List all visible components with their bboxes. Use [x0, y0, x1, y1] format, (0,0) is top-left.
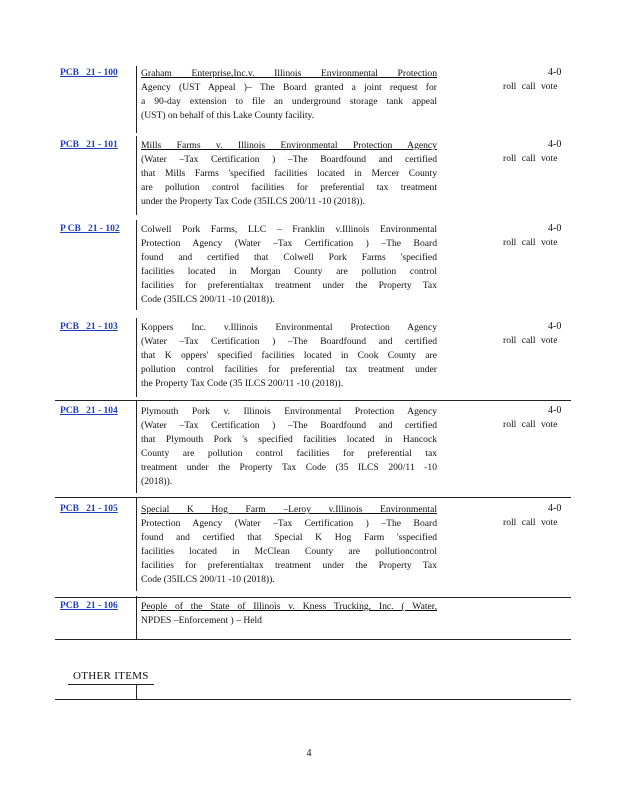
vote-count: 4-0	[548, 321, 562, 332]
vote-label: roll call vote	[503, 517, 558, 528]
case-description: Koppers Inc. v.Illinois Environmental Protection Agency (Water –Tax Certification ) –The Boardfound and certified that K oppers' specified facilities located in Cook County are pollution control facilities for preferential tax treatment under the Property Tax Code (35 ILCS 200/11 -10 (2018)).	[141, 322, 437, 389]
vote-label: roll call vote	[503, 81, 558, 92]
case-description: Special K Hog Farm –Leroy v.Illinois Environmental Protection Agency (Water –Tax Certification ) –The Board found and certified that Special K Hog Farm 'sspecified facilities located in McClean County are pollutioncontrol facilities for preferentialtax treatment under the Property Tax Code (35ILCS 200/11 -10 (2018)).	[141, 504, 437, 585]
vote-count: 4-0	[548, 405, 562, 416]
vote-label: roll call vote	[503, 153, 558, 164]
case-link-pcb-21-102[interactable]: P CB 21 - 102	[60, 224, 120, 234]
vote-count: 4-0	[548, 139, 562, 150]
case-description: People of the State of Illinois v. Kness Trucking, Inc. ( Water, NPDES –Enforcement ) – Held	[141, 601, 437, 626]
case-link-pcb-21-106[interactable]: PCB 21 - 106	[60, 601, 118, 611]
vote-label: roll call vote	[503, 335, 558, 346]
row-divider	[55, 497, 571, 498]
row-divider	[55, 400, 571, 401]
vote-count: 4-0	[548, 503, 562, 514]
case-description: Graham Enterprise,Inc.v. Illinois Environmental Protection Agency (UST Appeal )– The Board granted a joint request for a 90-day extension to file an underground storage tank appeal (UST) on behalf of this Lake County facility.	[141, 68, 437, 121]
column-divider	[136, 66, 137, 133]
case-description: Plymouth Pork v. Illinois Environmental Protection Agency (Water –Tax Certification ) –The Boardfound and certified that Plymouth Pork 's specified facilities located in Hancock County are pollution control facilities for preferential tax treatment under the Property Tax Code (35 ILCS 200/11 -10 (2018)).	[141, 406, 437, 487]
page-number: 4	[306, 748, 312, 759]
case-link-pcb-21-104[interactable]: PCB 21 - 104	[60, 406, 118, 416]
case-link-pcb-21-101[interactable]: PCB 21 - 101	[60, 140, 118, 150]
vote-label: roll call vote	[503, 419, 558, 430]
heading-underline	[68, 684, 154, 685]
column-divider	[136, 596, 137, 639]
column-divider	[136, 400, 137, 493]
column-divider	[136, 684, 137, 700]
vote-count: 4-0	[548, 67, 562, 78]
row-divider	[55, 699, 571, 700]
vote-label: roll call vote	[503, 237, 558, 248]
column-divider	[136, 498, 137, 591]
case-link-pcb-21-100[interactable]: PCB 21 - 100	[60, 68, 118, 78]
column-divider	[136, 136, 137, 215]
other-items-heading: OTHER ITEMS	[73, 670, 149, 682]
case-description: Mills Farms v. Illinois Environmental Protection Agency (Water –Tax Certification ) –The Boardfound and certified that Mills Farms 'specified facilities located in Mercer County are pollution control facilities for preferential tax treatment under the Property Tax Code (35ILCS 200/11 -10 (2018)).	[141, 140, 437, 207]
case-link-pcb-21-103[interactable]: PCB 21 - 103	[60, 322, 118, 332]
column-divider	[136, 318, 137, 397]
column-divider	[136, 220, 137, 310]
case-link-pcb-21-105[interactable]: PCB 21 - 105	[60, 504, 118, 514]
row-divider	[55, 639, 571, 640]
vote-count: 4-0	[548, 223, 562, 234]
row-divider	[55, 597, 571, 598]
case-description: Colwell Pork Farms, LLC – Franklin v.Illinois Environmental Protection Agency (Water –Tax Certification ) –The Board found and certified that Colwell Pork Farms 'specified facilities located in Morgan County are pollution control facilities for preferentialtax treatment under the Property Tax Code (35ILCS 200/11 -10 (2018)).	[141, 224, 437, 305]
